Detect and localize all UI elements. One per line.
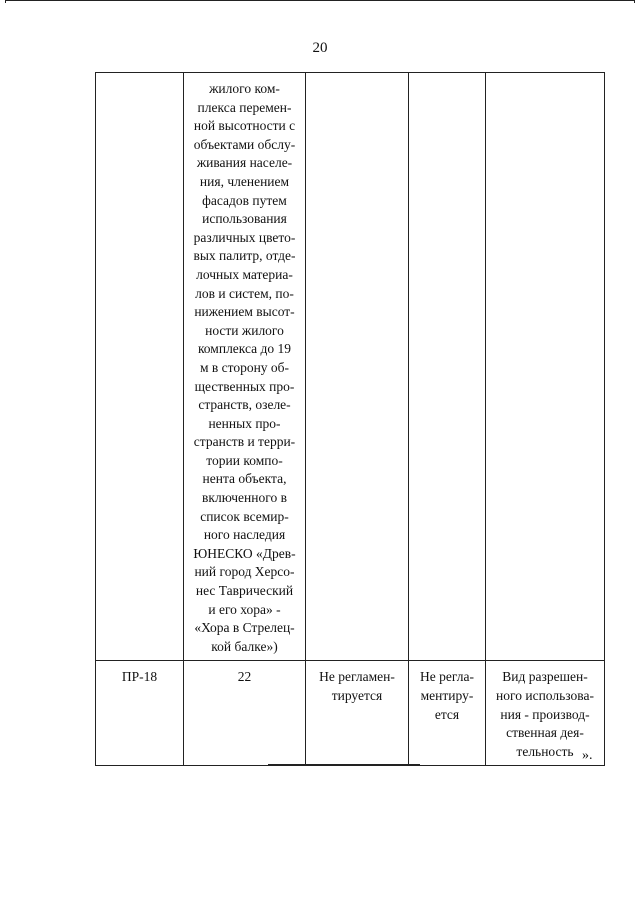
- zone-code-cell: [96, 73, 184, 661]
- zone-code-cell: [96, 661, 184, 766]
- not-regulated-text: Не регла- ментиру- ется: [420, 669, 474, 722]
- column-3-cell: [306, 661, 409, 766]
- column-4-cell: [409, 661, 486, 766]
- zone-value: 22: [237, 669, 252, 685]
- description-text: жилого ком- плекса перемен- ной высотности с объектами обслу- живания населе- ния, членением фасадов путем использования различных цвето- вых палитр, отде- лочных материа- лов и систем, по- нижением высот- ности жилого комплекса до 19 м в сторону об- щественных про- странств, озеле- ненных про- странств и терри- тории компо- нента объекта, включенного в список всемир- ного наследия ЮНЕСКО «Древ- ний город Херсо- нес Таврический и его хора» - «Хора в Стрелец- кой балке»): [193, 81, 296, 654]
- page-number: 20: [312, 40, 328, 56]
- column-3-cell: [306, 73, 409, 661]
- separator-line: [268, 764, 420, 765]
- table-row: [96, 661, 605, 766]
- column-5-cell: [486, 73, 605, 661]
- column-4-cell: [409, 73, 486, 661]
- description-cell: [184, 73, 306, 661]
- zone-code: ПР-18: [121, 669, 158, 685]
- regulation-table: [95, 72, 605, 766]
- table-row: [96, 73, 605, 661]
- page-top-border: [5, 0, 635, 3]
- not-regulated-text: Не регламен- тируется: [319, 669, 395, 703]
- permitted-use-text: Вид разрешен- ного использова- ния - производ- ственная дея- тельность: [496, 669, 594, 759]
- value-cell: [184, 661, 306, 766]
- closing-quote-mark: ».: [582, 748, 593, 763]
